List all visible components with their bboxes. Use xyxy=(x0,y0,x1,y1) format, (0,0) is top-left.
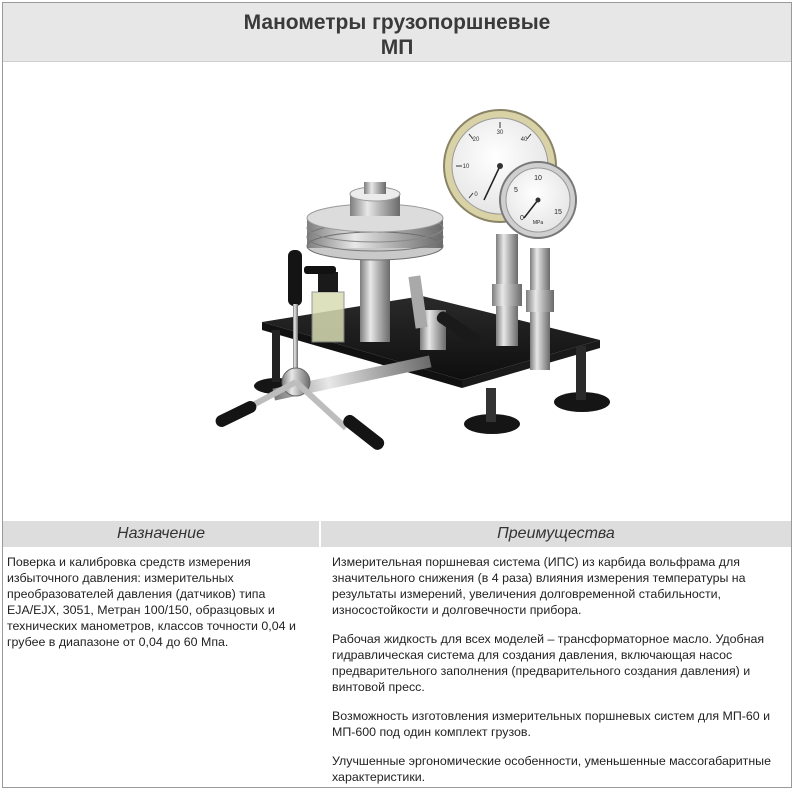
advantages-column xyxy=(332,554,788,798)
small-gauge-mark: 5 xyxy=(514,187,518,194)
advantage-paragraph: Измерительная поршневая система (ИПС) из карбида вольфрама для значительного снижения (в 4 раза) влияния измерения температуры на результаты измерений, увеличения долговременной стабильности, износостойкости и долговечности прибора. xyxy=(332,555,746,617)
large-gauge-mark: 20 xyxy=(472,137,480,143)
press-spoke-grip xyxy=(341,412,387,452)
large-gauge-mark: 10 xyxy=(462,164,470,170)
deadweight-tester-photo xyxy=(200,96,620,486)
small-gauge-mark: 15 xyxy=(554,209,562,216)
prefill-pump-handle xyxy=(288,250,302,306)
small-gauge-unit: MPa xyxy=(532,220,544,226)
section-heading-advantages: Преимущества xyxy=(321,521,791,547)
oil-reservoir xyxy=(312,292,344,342)
purpose-text: Поверка и калибровка средств измерения избыточного давления: измерительных преобразователей давления (датчиков) типа EJA/EJX, 3051, Метран 100/150, образцовых и технических манометров, классов точности 0,04 и грубее в диапазоне от 0,04 до 60 Мпа. xyxy=(7,555,296,649)
page-subtitle: МП xyxy=(380,36,414,59)
small-gauge-mark: 10 xyxy=(534,175,542,182)
press-spoke-grip xyxy=(214,399,259,429)
advantage-paragraph: Возможность изготовления измерительных поршневых систем для МП-60 и МП-600 под один комплект грузов. xyxy=(332,709,771,739)
page-title: Манометры грузопоршневые xyxy=(243,11,551,34)
advantage-paragraph: Улучшенные эргономические особенности, уменьшенные массогабаритные характеристики. xyxy=(332,754,771,784)
advantage-paragraph: Рабочая жидкость для всех моделей – трансформаторное масло. Удобная гидравлическая система для создания давления, включающая насос предварительного заполнения (предварительного создания давления) и винтовой пресс. xyxy=(332,632,765,694)
section-heading-purpose: Назначение xyxy=(3,521,319,547)
small-gauge-mark: 0 xyxy=(520,215,524,222)
large-gauge-mark: 0 xyxy=(474,192,478,198)
title-band xyxy=(3,3,791,62)
large-gauge-mark: 40 xyxy=(520,137,528,143)
purpose-column xyxy=(7,554,307,663)
large-gauge-mark: 30 xyxy=(496,130,504,136)
